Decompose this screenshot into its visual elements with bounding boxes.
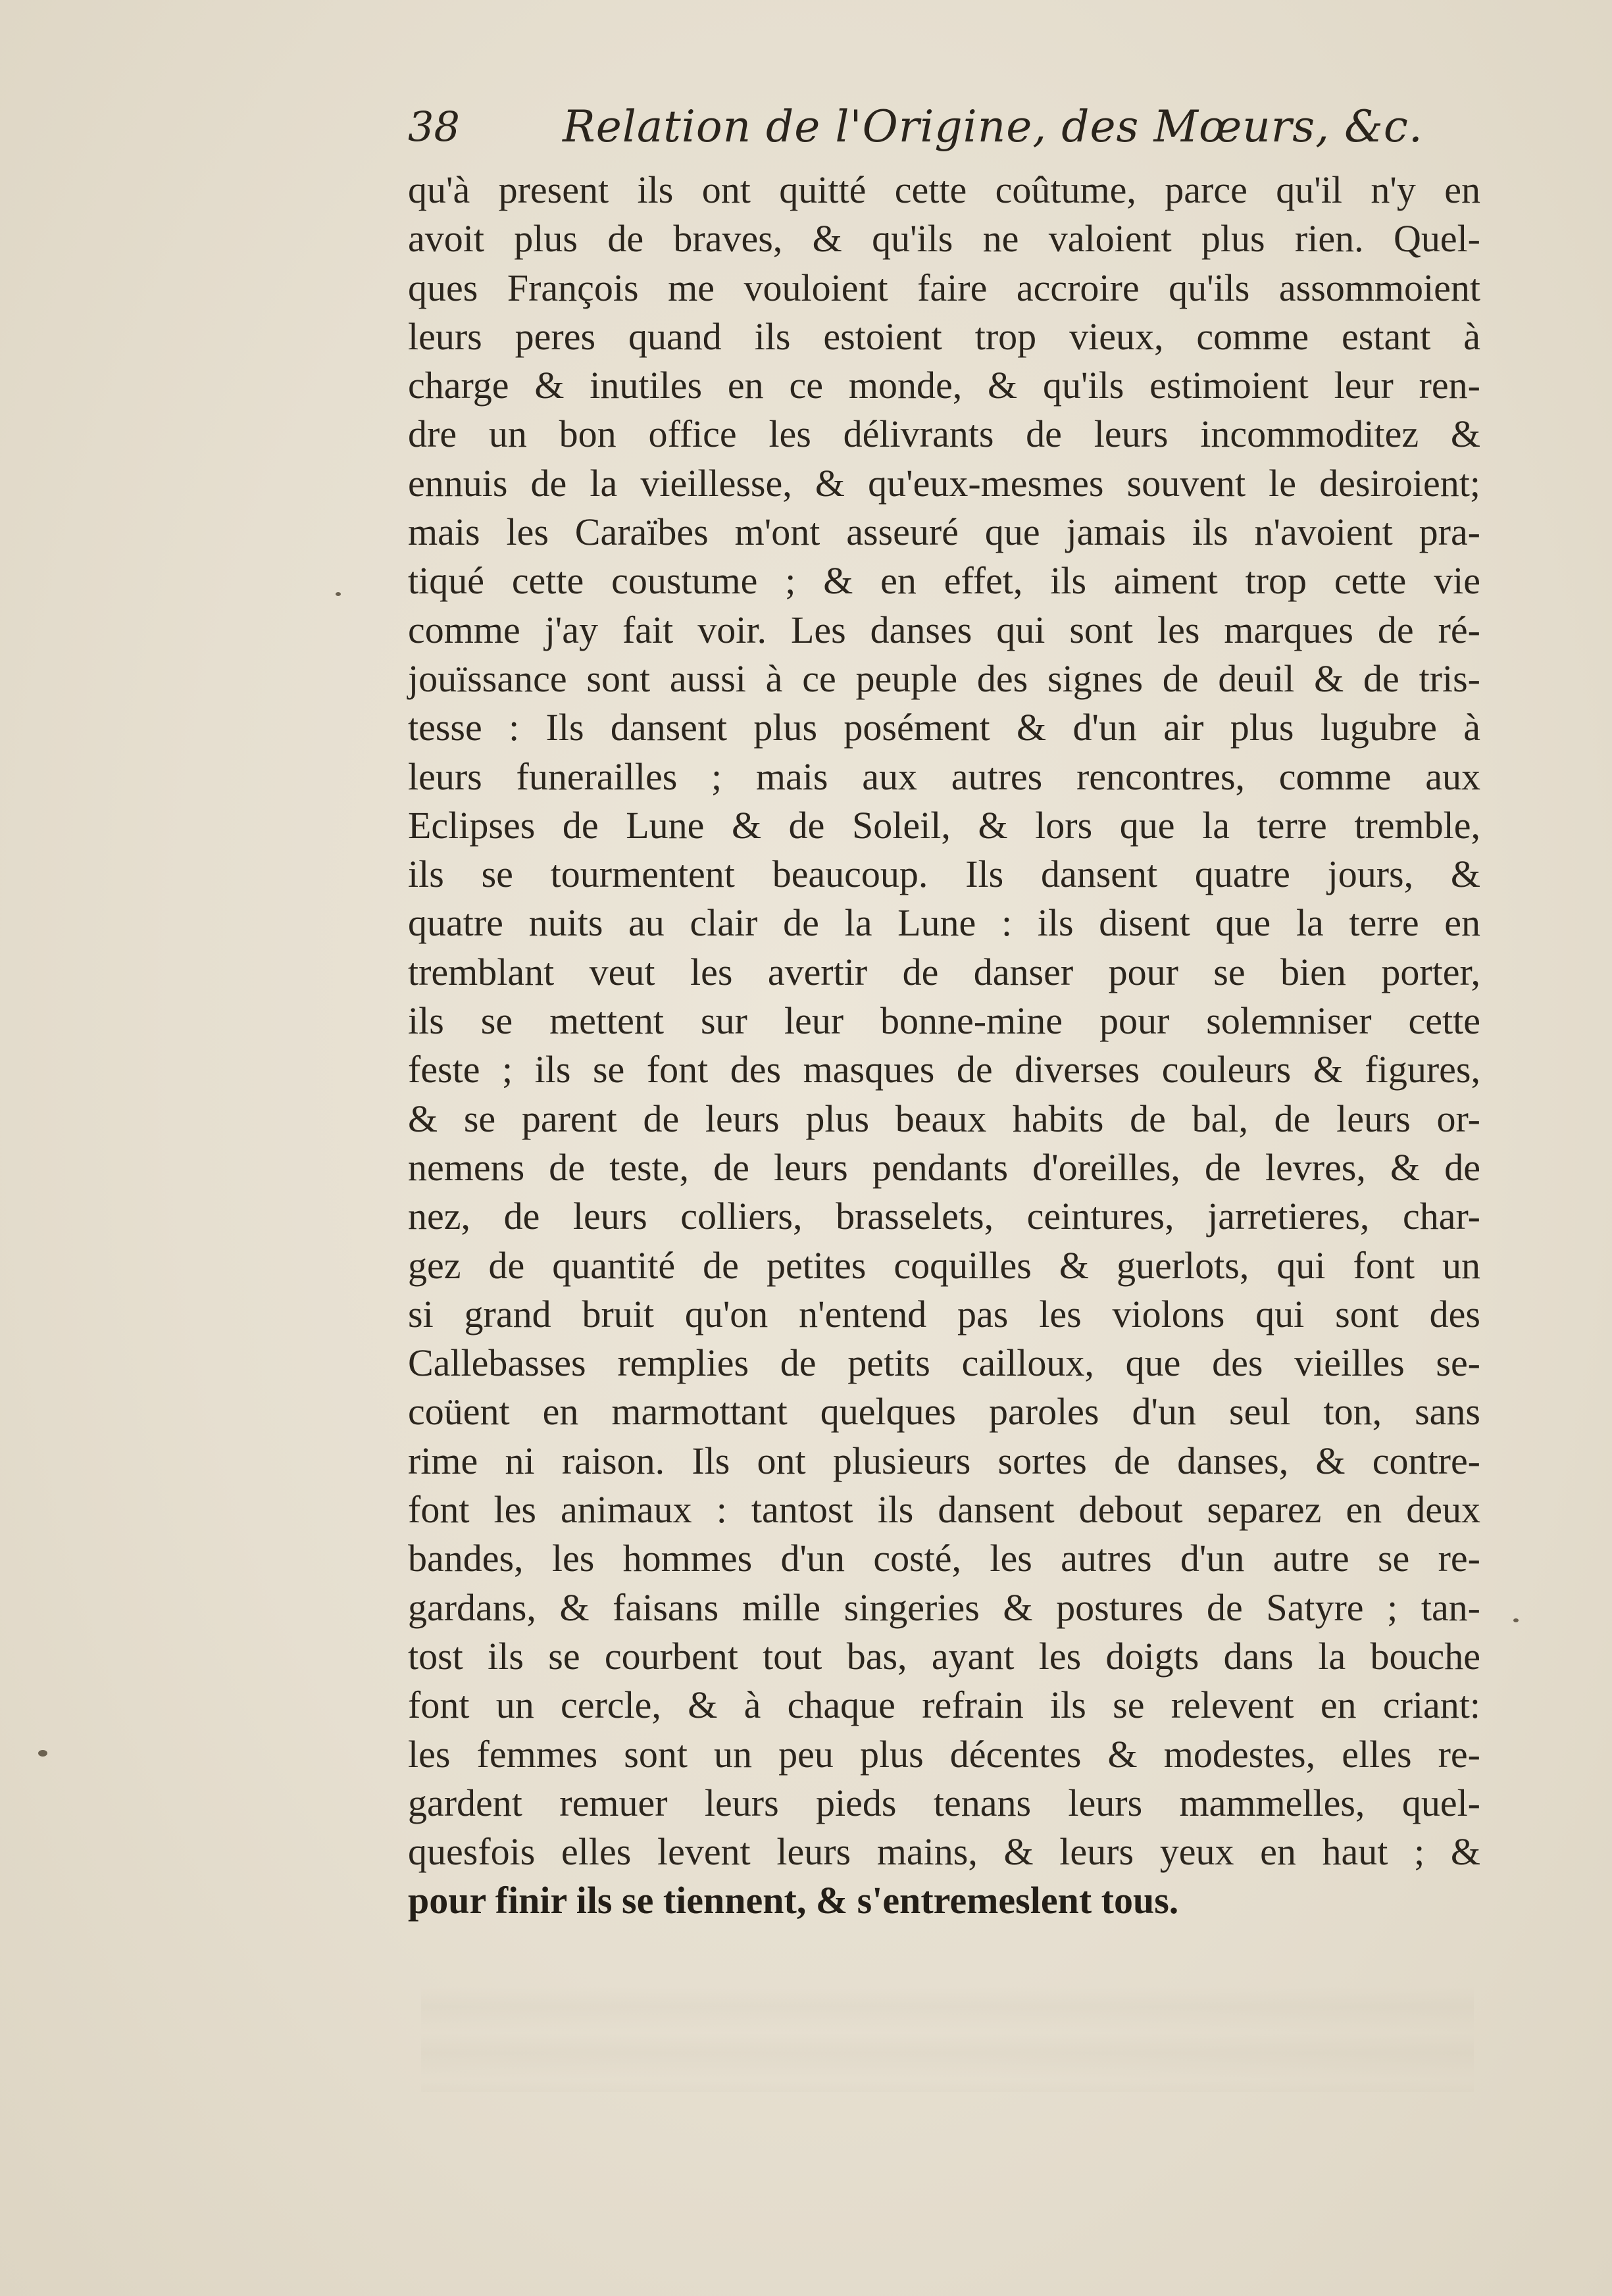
text-line: ques François me vouloient faire accroire qu'ils assommoient	[408, 266, 1480, 309]
text-line: qu'à present ils ont quitté cette coûtume, parce qu'il n'y en	[408, 168, 1480, 211]
text-line: quatre nuits au clair de la Lune : ils disent que la terre en	[408, 901, 1480, 945]
text-line: font les animaux : tantost ils dansent debout separez en deux	[408, 1488, 1480, 1532]
text-line: tesse : Ils dansent plus posément & d'un air plus lugubre à	[408, 706, 1480, 749]
text-line: dre un bon office les délivrants de leurs incommoditez &	[408, 412, 1480, 456]
text-line: nez, de leurs colliers, brasselets, ceintures, jarretieres, char-	[408, 1195, 1480, 1238]
text-line: mais les Caraïbes m'ont asseuré que jamais ils n'avoient pra-	[408, 511, 1480, 554]
text-line: comme j'ay fait voir. Les danses qui sont les marques de ré-	[408, 608, 1480, 651]
text-line: coüent en marmottant quelques paroles d'un seul ton, sans	[408, 1390, 1480, 1434]
text-line: Eclipses de Lune & de Soleil, & lors que la terre tremble,	[408, 803, 1480, 847]
text-line: tremblant veut les avertir de danser pour se bien porter,	[408, 950, 1480, 993]
text-line: ennuis de la vieillesse, & qu'eux-mesmes souvent le desiroient;	[408, 461, 1480, 505]
text-line: gez de quantité de petites coquilles & guerlots, qui font un	[408, 1243, 1480, 1287]
paper-speck	[38, 1750, 47, 1757]
text-line: Callebasses remplies de petits cailloux, que des vieilles se-	[408, 1341, 1480, 1385]
text-line: quesfois elles levent leurs mains, & leurs yeux en haut ; &	[408, 1830, 1480, 1874]
text-line: avoit plus de braves, & qu'ils ne valoient plus rien. Quel-	[408, 217, 1480, 261]
text-line: gardans, & faisans mille singeries & postures de Satyre ; tan-	[408, 1585, 1480, 1629]
text-line: si grand bruit qu'on n'entend pas les violons qui sont des	[408, 1292, 1480, 1335]
text-line: leurs peres quand ils estoient trop vieux, comme estant à	[408, 314, 1480, 358]
page-number: 38	[408, 103, 460, 151]
text-line: leurs funerailles ; mais aux autres rencontres, comme aux	[408, 755, 1480, 798]
text-line: nemens de teste, de leurs pendants d'oreilles, de levres, & de	[408, 1145, 1480, 1189]
text-line: font un cercle, & à chaque refrain ils se relevent en criant:	[408, 1684, 1480, 1727]
bleed-through-text	[421, 1987, 1474, 2092]
text-line: feste ; ils se font des masques de diverses couleurs & figures,	[408, 1048, 1480, 1091]
text-line: ils se tourmentent beaucoup. Ils dansent quatre jours, &	[408, 853, 1480, 896]
text-line: & se parent de leurs plus beaux habits de bal, de leurs or-	[408, 1097, 1480, 1140]
text-line: ils se mettent sur leur bonne-mine pour solemniser cette	[408, 999, 1480, 1043]
text-line: gardent remuer leurs pieds tenans leurs mammelles, quel-	[408, 1781, 1480, 1824]
text-line: les femmes sont un peu plus décentes & modestes, elles re-	[408, 1732, 1480, 1776]
page-header	[408, 99, 1423, 164]
running-title: Relation de l'Origine, des Mœurs, &c.	[563, 101, 1423, 152]
text-line: tiqué cette coustume ; & en effet, ils aiment trop cette vie	[408, 559, 1480, 603]
text-line: charge & inutiles en ce monde, & qu'ils estimoient leur ren-	[408, 364, 1480, 407]
body-text	[408, 166, 1480, 1926]
text-line: tost ils se courbent tout bas, ayant les doigts dans la bouche	[408, 1634, 1480, 1678]
paper-speck	[1513, 1618, 1519, 1622]
paper-speck	[336, 592, 341, 596]
text-line: jouïssance sont aussi à ce peuple des signes de deuil & de tris-	[408, 657, 1480, 700]
text-line: bandes, les hommes d'un costé, les autres d'un autre se re-	[408, 1537, 1480, 1580]
text-line-last: pour finir ils se tiennent, & s'entremeslent tous.	[408, 1879, 1179, 1922]
text-line: rime ni raison. Ils ont plusieurs sortes de danses, & contre-	[408, 1439, 1480, 1482]
